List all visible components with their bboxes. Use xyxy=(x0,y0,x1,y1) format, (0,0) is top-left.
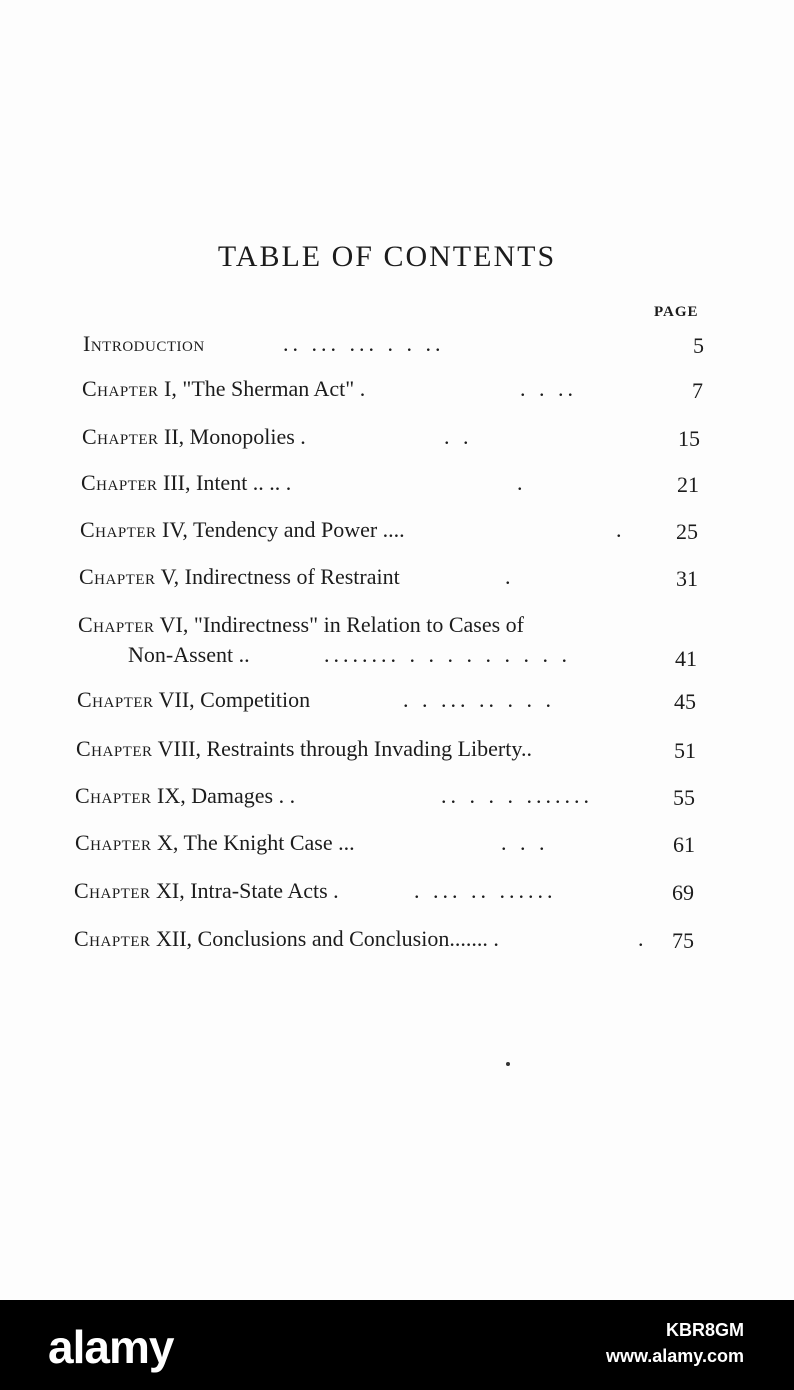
toc-entry-chapter-2 xyxy=(82,423,712,453)
toc-entry-chapter-11 xyxy=(74,877,704,907)
entry-lead: Chapter xyxy=(81,470,158,495)
toc-entry-chapter-8 xyxy=(76,735,706,765)
entry-label: VII, Competition xyxy=(153,687,311,712)
leader-dots: . . xyxy=(444,424,473,449)
leader-dots: . xyxy=(505,564,515,589)
leader-dots: . . ... .. . . . xyxy=(403,687,555,712)
entry-page-number: 55 xyxy=(673,785,695,810)
toc-entry-chapter-3 xyxy=(81,469,711,499)
entry-page-number: 41 xyxy=(675,646,697,671)
leader-dots: . . .. xyxy=(520,376,577,401)
leader-dots: . ... .. ...... xyxy=(414,878,557,903)
stray-ink-dot xyxy=(506,1062,510,1066)
watermark-banner xyxy=(0,1300,794,1390)
toc-entry-chapter-7 xyxy=(77,686,707,716)
entry-lead: Introduction xyxy=(83,331,205,356)
entry-page-number: 7 xyxy=(692,378,703,403)
leader-dots: . xyxy=(616,517,626,542)
leader-dots: . xyxy=(517,470,527,495)
entry-lead: Chapter xyxy=(75,783,152,808)
toc-entry-chapter-6 xyxy=(78,611,708,671)
entry-label: VIII, Restraints through Invading Liberty.. xyxy=(152,736,532,761)
leader-dots: .. . . . ....... xyxy=(441,783,593,808)
entry-lead: Chapter xyxy=(74,926,151,951)
alamy-logo: alamy xyxy=(48,1321,174,1373)
entry-lead: Chapter xyxy=(75,830,152,855)
entry-label-continued: Non-Assent .. xyxy=(128,642,250,667)
entry-label: IX, Damages . . xyxy=(151,783,296,808)
toc-entry-chapter-12 xyxy=(74,925,704,955)
entry-page-number: 69 xyxy=(672,880,694,905)
entry-lead: Chapter xyxy=(78,612,155,637)
entry-page-number: 51 xyxy=(674,738,696,763)
site-url: www.alamy.com xyxy=(605,1346,744,1366)
entry-label: I, "The Sherman Act" . xyxy=(158,376,366,401)
entry-label: XI, Intra-State Acts . xyxy=(150,878,339,903)
entry-page-number: 21 xyxy=(677,472,699,497)
entry-label: VI, "Indirectness" in Relation to Cases of xyxy=(154,612,525,637)
entry-label: III, Intent .. .. . xyxy=(157,470,292,495)
leader-dots: . xyxy=(638,926,648,951)
leader-dots: .. ... ... . . .. xyxy=(283,331,445,356)
entry-page-number: 15 xyxy=(678,426,700,451)
entry-page-number: 25 xyxy=(676,519,698,544)
entry-label: XII, Conclusions and Conclusion....... . xyxy=(150,926,499,951)
entry-lead: Chapter xyxy=(76,736,153,761)
entry-page-number: 45 xyxy=(674,689,696,714)
page-column-header: PAGE xyxy=(654,304,699,320)
entry-lead: Chapter xyxy=(74,878,151,903)
entry-label: II, Monopolies . xyxy=(158,424,306,449)
entry-label: V, Indirectness of Restraint xyxy=(155,564,400,589)
entry-lead: Chapter xyxy=(82,376,159,401)
entry-lead: Chapter xyxy=(77,687,154,712)
toc-entry-introduction xyxy=(83,330,713,360)
toc-entry-chapter-9 xyxy=(75,782,705,812)
image-code: KBR8GM xyxy=(665,1320,744,1340)
entry-page-number: 31 xyxy=(676,566,698,591)
entry-page-number: 61 xyxy=(673,832,695,857)
leader-dots: ........ . . . . . . . . . xyxy=(324,642,571,667)
entry-label: IV, Tendency and Power .... xyxy=(156,517,405,542)
leader-dots: . . . xyxy=(501,830,549,855)
entry-lead: Chapter xyxy=(82,424,159,449)
toc-entry-chapter-10 xyxy=(75,829,705,859)
entry-lead: Chapter xyxy=(79,564,156,589)
entry-lead: Chapter xyxy=(80,517,157,542)
entry-page-number: 75 xyxy=(672,928,694,953)
entry-page-number: 5 xyxy=(693,333,704,358)
toc-entry-chapter-5 xyxy=(79,563,709,593)
toc-title: TABLE OF CONTENTS xyxy=(217,240,557,273)
toc-entry-chapter-4 xyxy=(80,516,710,546)
toc-entry-chapter-1 xyxy=(82,375,712,405)
entry-label: X, The Knight Case ... xyxy=(151,830,355,855)
